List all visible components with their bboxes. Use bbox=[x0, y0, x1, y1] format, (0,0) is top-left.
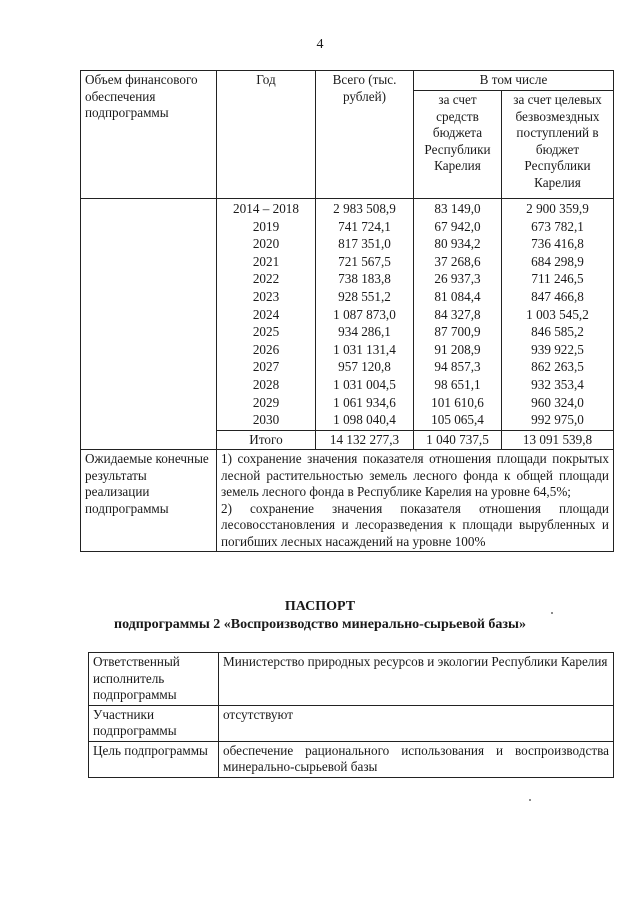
col-header-budget: за счет средств бюджета Республики Карелия bbox=[414, 91, 502, 199]
total-cell: 738 183,8 bbox=[338, 271, 391, 287]
col-header-year: Год bbox=[217, 71, 316, 199]
col-header-grants: за счет целевых безвозмездных поступлений в бюджет Республики Карелия bbox=[502, 91, 614, 199]
grants-cell: 960 324,0 bbox=[531, 394, 584, 410]
grants-cell: 684 298,9 bbox=[531, 253, 584, 269]
grants-cell: 2 900 359,9 bbox=[526, 201, 589, 216]
budget-cell: 105 065,4 bbox=[431, 412, 484, 428]
grants-cell: 846 585,2 bbox=[531, 324, 584, 340]
budget-cell: 81 084,4 bbox=[434, 288, 481, 304]
grants-cell: 711 246,5 bbox=[531, 271, 584, 287]
passport-table bbox=[88, 652, 614, 778]
budget-cell: 80 934,2 bbox=[434, 236, 481, 252]
scan-speck bbox=[551, 612, 553, 614]
budget-cell: 98 651,1 bbox=[434, 376, 481, 392]
grants-cell: 673 782,1 bbox=[531, 218, 584, 234]
budget-cell: 37 268,6 bbox=[434, 253, 481, 269]
year-cell: 2024 bbox=[252, 306, 280, 322]
grants-cell: 736 416,8 bbox=[531, 236, 584, 252]
year-cell: 2027 bbox=[252, 359, 280, 375]
total-row-grants: 13 091 539,8 bbox=[502, 430, 614, 450]
grants-cell: 939 922,5 bbox=[531, 341, 584, 357]
year-cell: 2021 bbox=[252, 253, 280, 269]
year-cell: 2019 bbox=[252, 218, 280, 234]
budget-cell: 91 208,9 bbox=[434, 341, 481, 357]
total-cell: 1 087 873,0 bbox=[333, 306, 396, 322]
total-row-label: Итого bbox=[217, 430, 316, 450]
year-cell: 2029 bbox=[252, 394, 280, 410]
grants-column bbox=[502, 199, 614, 431]
page-number: 4 bbox=[316, 37, 324, 52]
year-cell: 2020 bbox=[252, 236, 280, 252]
total-cell: 1 031 004,5 bbox=[333, 376, 396, 392]
result-item: 1) сохранение значения показателя отношения площади покрытых лесной растительностью земель лесного фонда к общей площади земель лесного фонда в Республике Карелия на уровне 64,5%; bbox=[221, 451, 609, 500]
year-cell: 2028 bbox=[252, 376, 280, 392]
total-cell: 741 724,1 bbox=[338, 218, 391, 234]
passport-row-label: Цель подпрограммы bbox=[89, 741, 219, 777]
total-cell: 817 351,0 bbox=[338, 236, 391, 252]
budget-cell: 83 149,0 bbox=[434, 201, 481, 216]
total-cell: 721 567,5 bbox=[338, 253, 391, 269]
year-cell: 2030 bbox=[252, 412, 280, 428]
total-cell: 934 286,1 bbox=[338, 324, 391, 340]
year-cell: 2014 – 2018 bbox=[233, 201, 299, 216]
budget-cell: 94 857,3 bbox=[434, 359, 481, 375]
total-cell: 957 120,8 bbox=[338, 359, 391, 375]
total-cell: 1 098 040,4 bbox=[333, 412, 396, 428]
total-cell: 928 551,2 bbox=[338, 288, 391, 304]
passport-row-value: отсутствуют bbox=[219, 705, 614, 741]
budget-cell: 101 610,6 bbox=[431, 394, 484, 410]
year-cell: 2026 bbox=[252, 341, 280, 357]
passport-row-label: Участники подпрограммы bbox=[89, 705, 219, 741]
year-cell: 2022 bbox=[252, 271, 280, 287]
passport-heading bbox=[0, 598, 640, 634]
year-cell: 2025 bbox=[252, 324, 280, 340]
year-column bbox=[217, 199, 316, 431]
grants-cell: 847 466,8 bbox=[531, 288, 584, 304]
col-header-total: Всего (тыс. рублей) bbox=[316, 71, 414, 199]
budget-cell: 67 942,0 bbox=[434, 218, 481, 234]
scan-speck bbox=[529, 799, 531, 801]
finance-table bbox=[80, 70, 614, 552]
total-cell: 1 061 934,6 bbox=[333, 394, 396, 410]
passport-subtitle: подпрограммы 2 «Воспроизводство минерально-сырьевой базы» bbox=[114, 617, 526, 632]
total-row-budget: 1 040 737,5 bbox=[414, 430, 502, 450]
finance-label: Объем финансового обеспечения подпрограммы bbox=[81, 71, 217, 199]
passport-row-value: Министерство природных ресурсов и экологии Республики Карелия bbox=[219, 653, 614, 706]
total-row-total: 14 132 277,3 bbox=[316, 430, 414, 450]
grants-cell: 992 975,0 bbox=[531, 412, 584, 428]
results-text bbox=[217, 450, 614, 552]
result-item: 2) сохранение значения показателя отношения площади лесовосстановления и лесоразведения к площади вырубленных и погибших лесных насаждений на уровне 100% bbox=[221, 500, 609, 549]
total-cell: 1 031 131,4 bbox=[333, 341, 396, 357]
finance-label-continued bbox=[81, 199, 217, 450]
grants-cell: 1 003 545,2 bbox=[526, 306, 589, 322]
grants-cell: 932 353,4 bbox=[531, 376, 584, 392]
budget-column bbox=[414, 199, 502, 431]
budget-cell: 26 937,3 bbox=[434, 271, 481, 287]
grants-cell: 862 263,5 bbox=[531, 359, 584, 375]
budget-cell: 87 700,9 bbox=[434, 324, 481, 340]
total-cell: 2 983 508,9 bbox=[333, 201, 396, 216]
year-cell: 2023 bbox=[252, 288, 280, 304]
passport-row-label: Ответственный исполнитель подпрограммы bbox=[89, 653, 219, 706]
results-label: Ожидаемые конечные результаты реализации подпрограммы bbox=[81, 450, 217, 552]
col-header-including: В том числе bbox=[414, 71, 614, 91]
passport-title: ПАСПОРТ bbox=[284, 599, 356, 614]
total-column bbox=[316, 199, 414, 431]
budget-cell: 84 327,8 bbox=[434, 306, 481, 322]
passport-row-value: обеспечение рационального использования и воспроизводства минерально-сырьевой базы bbox=[219, 741, 614, 777]
